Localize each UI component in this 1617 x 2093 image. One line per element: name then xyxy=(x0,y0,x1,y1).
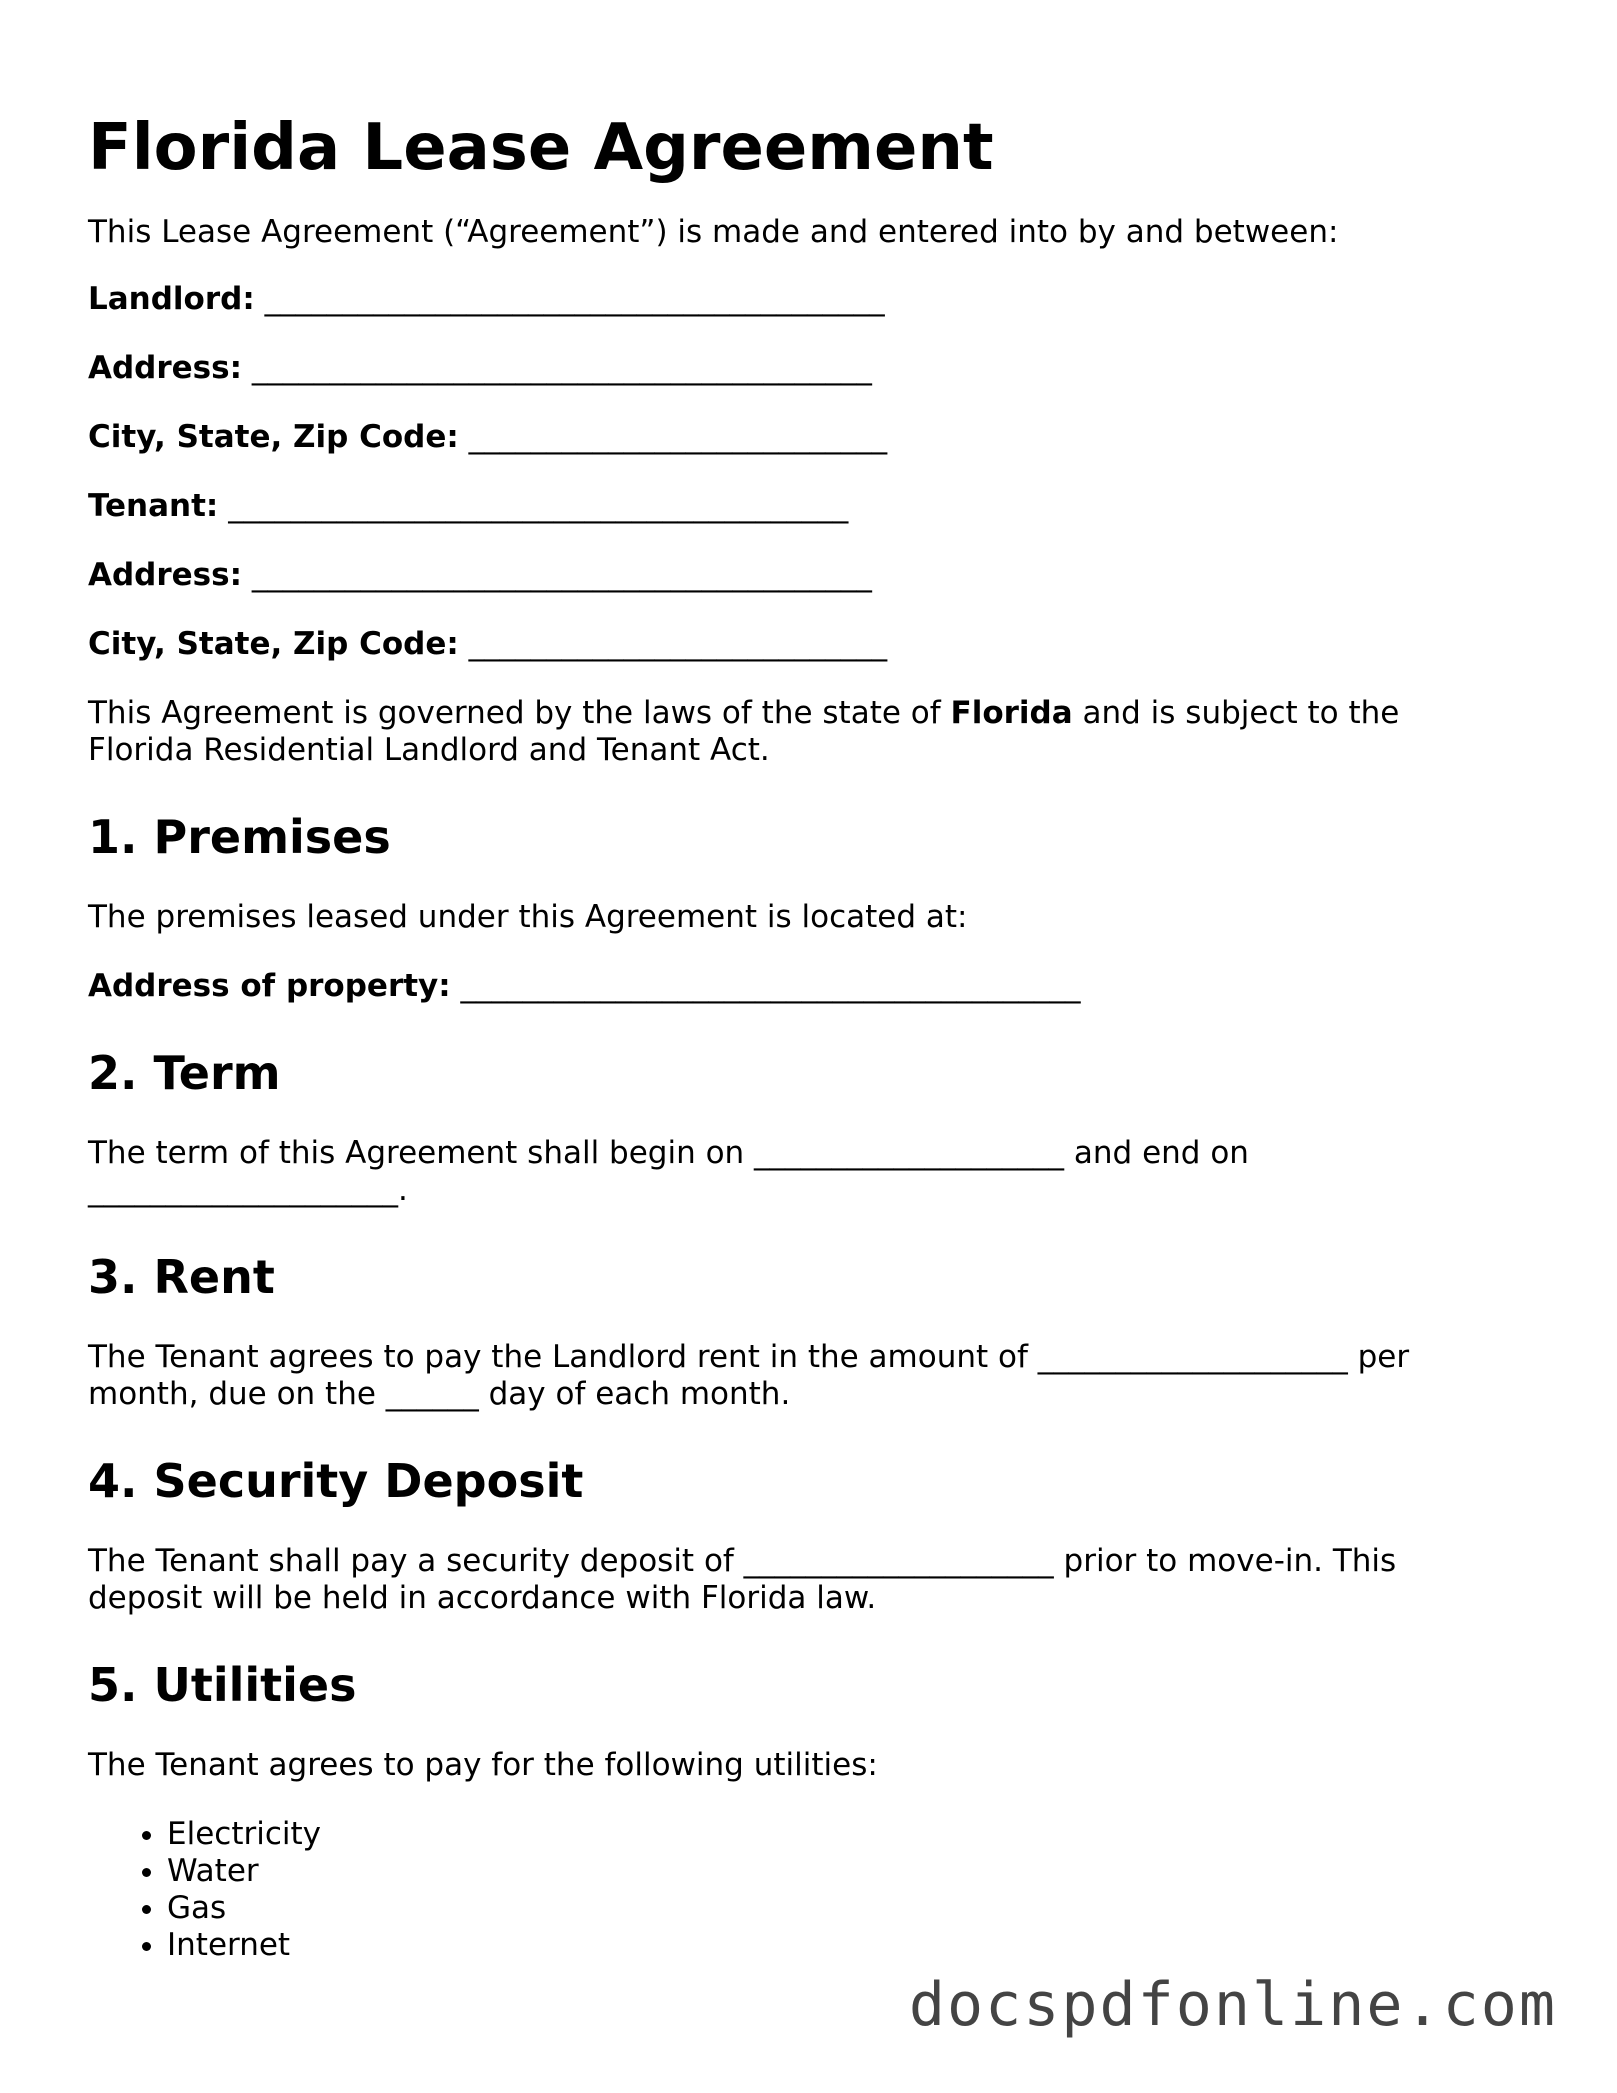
utilities-list xyxy=(88,1816,1488,1964)
tenant-address-blank: ________________________________________ xyxy=(251,557,872,593)
term-heading: 2. Term xyxy=(88,1046,281,1100)
document-title: Florida Lease Agreement xyxy=(88,111,994,185)
tenant-label: Tenant: xyxy=(88,488,219,524)
deposit-heading: 4. Security Deposit xyxy=(88,1454,584,1508)
governing-before: This Agreement is governed by the laws of the state of xyxy=(88,695,951,731)
landlord-city-field xyxy=(88,419,1488,456)
term-text: The term of this Agreement shall begin on ____________________ and end on ____________________. xyxy=(88,1135,1249,1208)
governing-after: and is subject to the Florida Residential Landlord and Tenant Act. xyxy=(88,695,1400,768)
list-item: • Electricity xyxy=(167,1816,1488,1853)
rent-heading: 3. Rent xyxy=(88,1250,275,1304)
list-item: • Water xyxy=(167,1853,1488,1890)
section-utilities xyxy=(88,1657,1488,1964)
deposit-text: The Tenant shall pay a security deposit of ____________________ prior to move-in. This deposit will be held in accordance with Florida law. xyxy=(88,1543,1397,1616)
watermark-text: docspdfonline.com xyxy=(908,1970,1557,2040)
utilities-text: The Tenant agrees to pay for the following utilities: xyxy=(88,1747,878,1783)
landlord-label: Landlord: xyxy=(88,281,255,317)
section-rent xyxy=(88,1249,1488,1413)
premises-heading: 1. Premises xyxy=(88,810,391,864)
tenant-address-label: Address: xyxy=(88,557,242,593)
property-address-field xyxy=(88,968,1488,1005)
section-term xyxy=(88,1045,1488,1209)
intro-text: This Lease Agreement (“Agreement”) is made and entered into by and between: xyxy=(88,214,1339,250)
list-item: • Gas xyxy=(167,1890,1488,1927)
tenant-blank: ________________________________________ xyxy=(228,488,849,524)
landlord-address-field xyxy=(88,350,1488,387)
tenant-city-label: City, State, Zip Code: xyxy=(88,626,459,662)
landlord-city-label: City, State, Zip Code: xyxy=(88,419,459,455)
governing-law-text xyxy=(88,695,1488,769)
landlord-blank: ________________________________________ xyxy=(264,281,885,317)
landlord-city-blank: ___________________________ xyxy=(468,419,888,455)
list-item: • Internet xyxy=(167,1927,1488,1964)
governing-state: Florida xyxy=(950,695,1073,731)
property-address-blank: ________________________________________ xyxy=(460,968,1081,1004)
landlord-address-blank: ________________________________________ xyxy=(251,350,872,386)
tenant-city-field xyxy=(88,626,1488,663)
tenant-field xyxy=(88,488,1488,525)
section-security-deposit xyxy=(88,1453,1488,1617)
tenant-address-field xyxy=(88,557,1488,594)
section-premises xyxy=(88,809,1488,1005)
tenant-city-blank: ___________________________ xyxy=(468,626,888,662)
utilities-heading: 5. Utilities xyxy=(88,1658,357,1712)
landlord-address-label: Address: xyxy=(88,350,242,386)
landlord-field xyxy=(88,281,1488,318)
property-address-label: Address of property: xyxy=(88,968,451,1004)
document-page xyxy=(88,108,1488,1964)
rent-text: The Tenant agrees to pay the Landlord rent in the amount of ____________________ per month, due on the ______ day of each month. xyxy=(88,1339,1410,1412)
premises-text: The premises leased under this Agreement is located at: xyxy=(88,899,968,935)
